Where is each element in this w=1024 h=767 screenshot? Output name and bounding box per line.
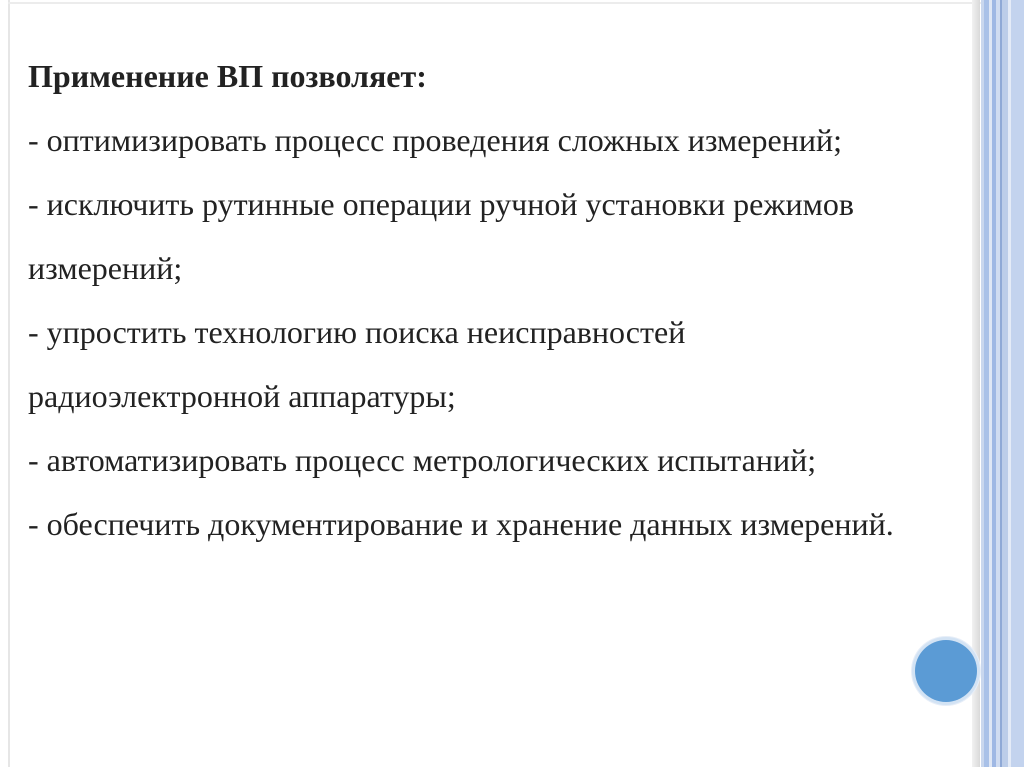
list-item: - оптимизировать процесс проведения сложных измерений; [28,122,842,158]
slide-body [28,40,1024,556]
frame-top-border [8,2,983,4]
slide-heading: Применение ВП позволяет: [28,58,427,94]
decor-circle [915,640,977,702]
list-item: - автоматизировать процесс метрологических испытаний; [28,442,817,478]
list-item: - исключить рутинные операции ручной установки режимов [28,186,854,222]
list-item: - упростить технологию поиска неисправностей [28,314,686,350]
list-item-continuation: радиоэлектронной аппаратуры; [28,378,456,414]
list-item-continuation: измерений; [28,250,183,286]
frame-left-border [8,0,10,767]
list-item: - обеспечить документирование и хранение данных измерений. [28,506,894,542]
